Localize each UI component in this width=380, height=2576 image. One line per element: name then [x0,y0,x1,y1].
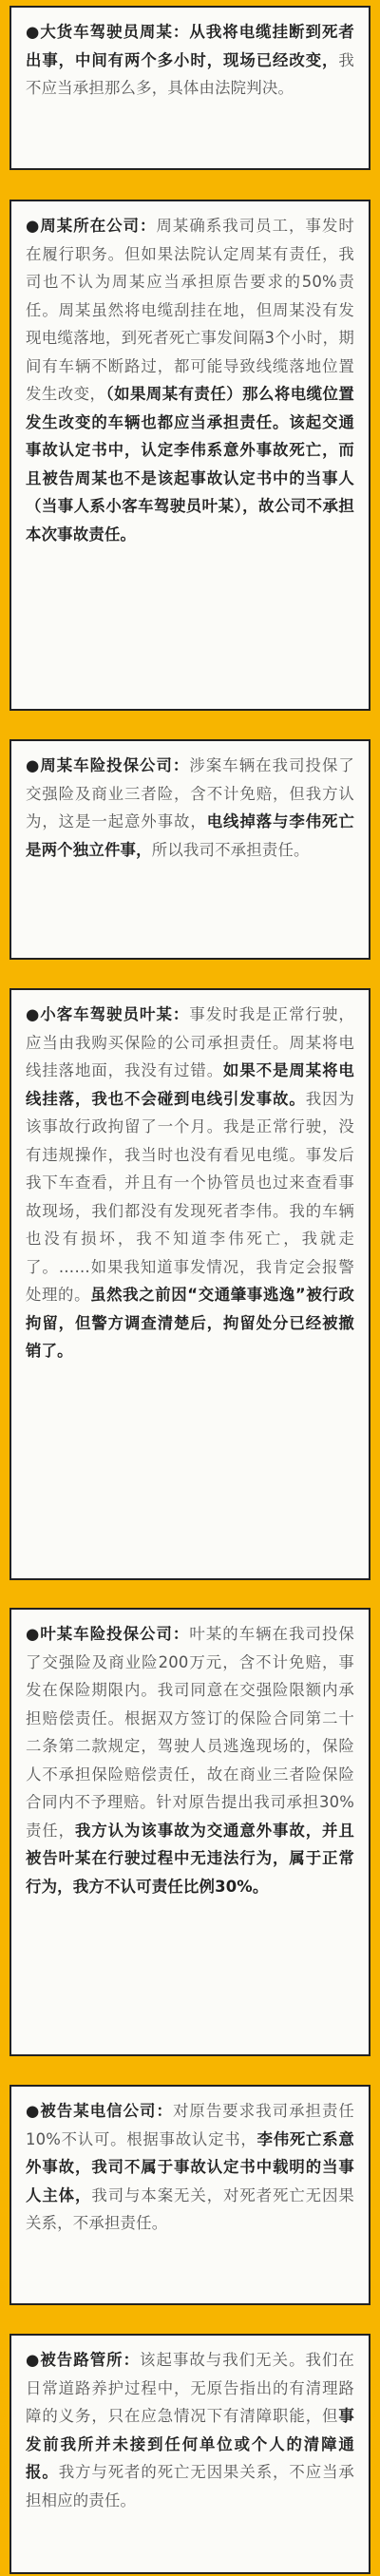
statement-text [26,1620,354,1900]
plain-text: 周某确系我司员工，事发时在履行职务。但如果法院认定周某有责任，我司也不认为周某应当承担原告要求的50%责任。周某虽然将电缆刮挂在地，但周某没有发现电缆落地，到死者死亡事发间隔3个小时，期间有车辆不断路过，都可能导致线缆落地位置发生改变， [26,217,354,403]
bold-text: 电线掉落与李伟死亡是两个独立件事， [26,812,354,859]
statement-text [26,752,354,864]
bold-text: 虽然我之前因“交通肇事逃逸”被行政拘留，但警方调查清楚后，拘留处分已经被撤销了。 [26,1286,354,1360]
statement-text [26,1001,354,1365]
bold-text: 事发前我所并未接到任何单位或个人的清障通报。 [26,2407,354,2481]
plain-text: 我司与本案无关，对死者死亡无因果关系，不承担责任。 [26,2185,354,2232]
bold-text: ●小客车驾驶员叶某： [26,1005,190,1023]
bold-text: （如果周某有责任）那么将电缆位置发生改变的车辆也都应当承担责任。该起交通事故认定书中，认定李伟系意外事故死亡，而且被告周某也不是该起事故认定书中的当事人（当事人系小客车驾驶员叶某），故公司不承担本次事故责任。 [26,385,355,544]
plain-text: 对原告要求我司承担责任10%不认可。根据事故认定书， [26,2102,354,2148]
statement-card-car-insurer [10,1608,370,2056]
bold-text: ●被告某电信公司： [26,2102,173,2120]
plain-text: 叶某的车辆在我司投保了交强险及商业险200万元，含不计免赔，事发在保险期限内。我司同意在交强险限额内承担赔偿责任。根据双方签订的保险合同第二十二条第二款规定，驾驶人员逃逸现场的，保险人不承担保险赔偿责任，故在商业三者险保险合同内不予理赔。针对原告提出我司承担30%责任， [26,1625,355,1840]
plain-text: 该起事故与我们无关。我们在日常道路养护过程中，无原告指出的有清理路障的义务，只在应急情况下有清障职能，但 [26,2351,354,2425]
statement-text [26,212,354,548]
bold-text: ●叶某车险投保公司： [26,1625,190,1643]
bold-text: 我方认为该事故为交通意外事故，并且被告叶某在行驶过程中无违法行为，属于正常行为，我方不认可责任比例30%。 [26,1821,354,1896]
bold-text: 李伟死亡系意外事故，我司不属于事故认定书中载明的当事人主体， [26,2129,354,2204]
bold-text: ●被告路管所： [26,2351,141,2369]
statement-text [26,2097,354,2238]
statement-card-telecom [10,2085,370,2305]
bold-text: ●周某所在公司： [26,217,157,235]
statement-text [26,2346,354,2514]
statement-card-company [10,200,370,711]
plain-text: 事发时我是正常行驶，应当由我购买保险的公司承担责任。周某将电线挂落地面，我没有过错。 [26,1005,355,1079]
plain-text: 涉案车辆在我司投保了交强险及商业三者险，含不计免赔，但我方认为，这是一起意外事故， [26,756,355,830]
statement-card-truck-driver [10,6,370,170]
bold-text: 如果不是周某将电线挂落，我也不会碰到电线引发事故。 [26,1061,354,1108]
statement-text [26,18,354,103]
plain-text: 我因为该事故行政拘留了一个月。我是正常行驶，没有违规操作，我当时也没有看见电缆。事发后我下车查看，并且有一个协管员也过来查看事故现场，我们都没有发现死者李伟。我的车辆也没有损坏，我不知道李伟死亡，我就走了。……如果我知道事发情况，我肯定会报警处理的。 [26,1089,354,1304]
plain-text: 我不应当承担那么多，具体由法院判决。 [26,50,354,97]
statement-card-road-admin [10,2334,370,2574]
bold-text: ●周某车险投保公司： [26,756,190,774]
bold-text: ●大货车驾驶员周某：从我将电缆挂断到死者出事，中间有两个多小时，现场已经改变， [26,23,354,69]
plain-text: 所以我司不承担责任。 [151,840,310,859]
statement-card-car-driver [10,988,370,1580]
statement-card-truck-insurer [10,739,370,960]
plain-text: 我方与死者的死亡无因果关系，不应当承担相应的责任。 [26,2463,354,2509]
